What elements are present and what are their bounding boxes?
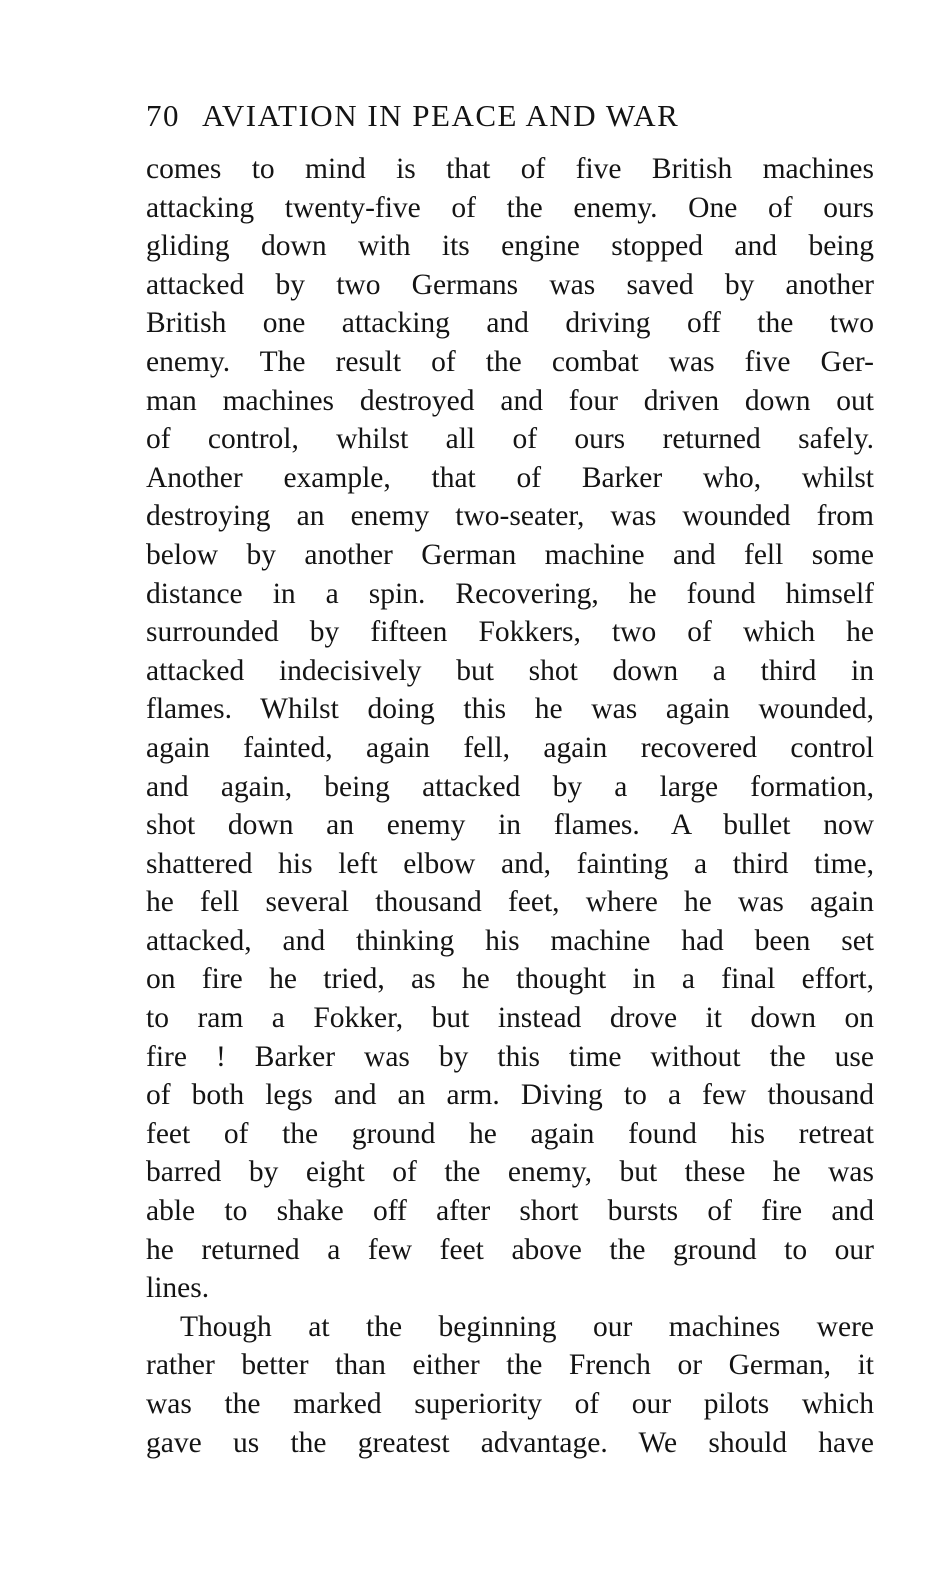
text-line: fire ! Barker was by this time without the use (146, 1040, 874, 1073)
text-line: attacked by two Germans was saved by another (146, 268, 874, 301)
text-line: shattered his left elbow and, fainting a third time, (146, 847, 874, 880)
running-head (146, 96, 874, 136)
body-text (146, 150, 874, 1462)
running-title: AVIATION IN PEACE AND WAR (202, 98, 680, 133)
text-line: was the marked superiority of our pilots which (146, 1388, 874, 1420)
text-line: lines. (146, 1272, 210, 1305)
text-line: he fell several thousand feet, where he was again (146, 886, 874, 919)
text-line: flames. Whilst doing this he was again wounded, (146, 693, 874, 726)
text-line: below by another German machine and fell some (146, 538, 874, 571)
text-line: again fainted, again fell, again recovered control (146, 731, 874, 764)
paragraph-2 (146, 1308, 874, 1462)
text-line: shot down an enemy in flames. A bullet now (146, 809, 874, 842)
text-line: able to shake off after short bursts of fire and (146, 1195, 874, 1228)
text-line: attacked, and thinking his machine had been set (146, 924, 874, 957)
paragraph-1 (146, 150, 874, 1308)
text-line: comes to mind is that of five British machines (146, 153, 874, 185)
text-line: enemy. The result of the combat was five Ger- (146, 345, 874, 378)
text-line: attacked indecisively but shot down a third in (146, 654, 874, 687)
text-line: to ram a Fokker, but instead drove it down on (146, 1002, 874, 1035)
text-line: distance in a spin. Recovering, he found himself (146, 577, 874, 610)
text-line: destroying an enemy two-seater, was wounded from (146, 500, 874, 533)
text-line: gliding down with its engine stopped and being (146, 230, 874, 263)
text-line: attacking twenty-five of the enemy. One of ours (146, 191, 874, 224)
text-line: of control, whilst all of ours returned safely. (146, 423, 874, 456)
text-line: Another example, that of Barker who, whilst (146, 461, 874, 494)
text-line: Though at the beginning our machines were (180, 1310, 874, 1343)
text-line: he returned a few feet above the ground to our (146, 1233, 874, 1266)
book-page (146, 96, 874, 1462)
text-line: and again, being attacked by a large formation, (146, 770, 874, 803)
text-line: gave us the greatest advantage. We should have (146, 1426, 874, 1459)
text-line: on fire he tried, as he thought in a final effort, (146, 963, 874, 996)
text-line: British one attacking and driving off the two (146, 307, 874, 340)
text-line: feet of the ground he again found his retreat (146, 1117, 874, 1150)
text-line: man machines destroyed and four driven down out (146, 384, 874, 417)
text-line: barred by eight of the enemy, but these he was (146, 1156, 874, 1189)
text-line: surrounded by fifteen Fokkers, two of which he (146, 616, 874, 649)
page-number: 70 (146, 98, 180, 133)
text-line: of both legs and an arm. Diving to a few thousand (146, 1079, 874, 1112)
text-line: rather better than either the French or German, it (146, 1349, 874, 1382)
